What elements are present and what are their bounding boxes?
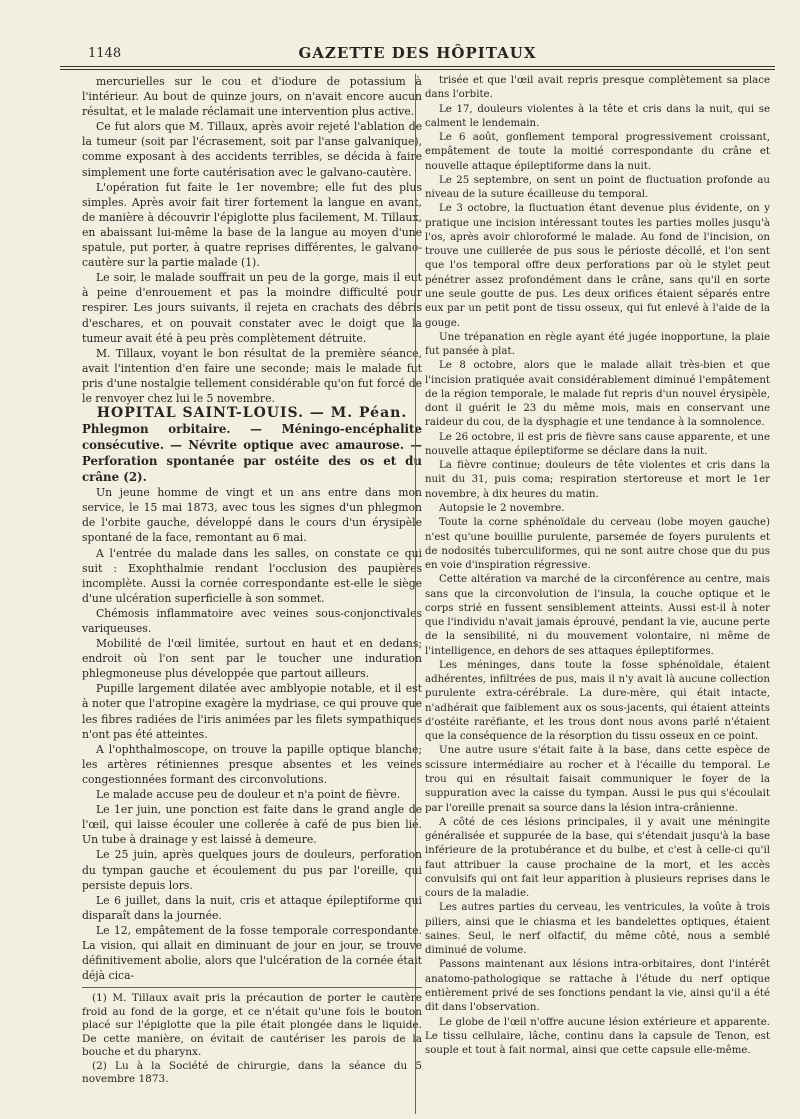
paragraph: A l'entrée du malade dans les salles, on constate ce qui suit : Exophthalmie rendant l'occlusion des paupières incomplète. Aussi la cornée correspondante est-elle le siège d'une ulcération superficielle à son sommet. [82, 546, 422, 605]
paragraph: Autopsie le 2 novembre. [439, 502, 565, 514]
paragraph: Le soir, le malade souffrait un peu de la gorge, mais il eut à peine d'enrouement et pas la moindre difficulté pour respirer. Les jours suivants, il rejeta en crachats des débris d'eschares, et on pouvait constater avec le doigt que la tumeur avait été à peu près complètement détruite. [82, 271, 422, 345]
header-rule-top [60, 66, 775, 67]
paragraph: Le 12, empâtement de la fosse temporale correspondante. La vision, qui allait en diminuant de jour en jour, se trouve définitivement abolie, alors que l'ulcération de la cornée était déjà cica- [82, 923, 422, 983]
left-column [82, 74, 422, 1087]
paragraph: Un jeune homme de vingt et un ans entre dans mon service, le 15 mai 1873, avec tous les signes d'un phlegmon de l'orbite gauche, développé dans le cours d'un érysipèle spontané de la face, remontant au 6 mai. [82, 486, 422, 545]
page-header [60, 42, 775, 64]
paragraph: Le 25 septembre, on sent un point de fluctuation profonde au niveau de la suture écailleuse du temporal. [425, 174, 770, 201]
paragraph: Le 17, douleurs violentes à la tête et cris dans la nuit, qui se calment le lendemain. [425, 103, 770, 129]
footnote: (2) Lu à la Société de chirurgie, dans la séance du 5 novembre 1873. [82, 1059, 422, 1086]
footnote: (1) M. Tillaux avait pris la précaution de porter le cautère froid au fond de la gorge, et ce n'était qu'une fois le bouton placé sur l'épiglotte que la pile était plongée dans le liquide. De cette manière, on évitait de cautériser les parois de la bouche et du pharynx. [82, 992, 422, 1059]
paragraph: Le 6 août, gonflement temporal progressivement croissant, empâtement de toute la moitié correspondante du crâne et nouvelle attaque épileptiforme dans la nuit. [425, 132, 770, 172]
paragraph: Le 6 juillet, dans la nuit, cris et attaque épileptiforme qui disparaît dans la journée. [82, 893, 422, 922]
paragraph: Une trépanation en règle ayant été jugée inopportune, la plaie fut pansée à plat. [425, 331, 770, 358]
paragraph: Le 1er juin, une ponction est faite dans le grand angle de l'œil, qui laisse écouler une collerée à café de pus bien lié. Un tube à drainage y est laissé à demeure. [82, 803, 422, 847]
paragraph: A l'ophthalmoscope, on trouve la papille optique blanche; les artères rétiniennes presque absentes et les veines congestionnées formant des circonvolutions. [82, 742, 422, 786]
page-number: 1148 [88, 46, 122, 61]
paragraph: Les méninges, dans toute la fosse sphénoïdale, étaient adhérentes, infiltrées de pus, mais il n'y avait là aucune collection purulente extra-cérébrale. La dure-mère, qui était intacte, n'adhérait que faiblement aux os sous-jacents, qui étaient atteints d'ostéite raréfiante, et les trous dont nous avons parlé n'étaient que la conséquence de la résorption du tissu osseux en ce point. [425, 659, 770, 743]
paragraph: trisée et que l'œil avait repris presque complètement sa place dans l'orbite. [425, 75, 770, 101]
paragraph: Cette altération va marché de la circonférence au centre, mais sans que la circonvolution de l'insula, la couche optique et le corps strié en fussent sensiblement atteints. Aussi est-il à noter que l'individu n'avait jamais éprouvé, pendant la vie, aucune perte de la sensibilité, ni du mouvement volontaire, ni même de l'intelligence, en dehors de ses attaques épileptiformes. [425, 574, 770, 657]
running-title: GAZETTE DES HÔPITAUX [298, 44, 537, 62]
paragraph: Ce fut alors que M. Tillaux, après avoir rejeté l'ablation de la tumeur (soit par l'écrasement, soit par l'anse galvanique), comme exposant à des accidents terribles, se décida à faire simplement une forte cautérisation avec le galvano-cautère. [82, 120, 422, 179]
paragraph: mercurielles sur le cou et d'iodure de potassium à l'intérieur. Au bout de quinze jours, on n'avait encore aucun résultat, et le malade réclamait une intervention plus active. [82, 75, 422, 119]
paragraph: Pupille largement dilatée avec amblyopie notable, et il est à noter que l'atropine exagère la mydriase, ce qui prouve que les fibres radiées de l'iris animées par les filets sympathiques n'ont pas été atteintes. [82, 682, 422, 741]
paragraph: La fièvre continue; douleurs de tête violentes et cris dans la nuit du 31, puis coma; respiration stertoreuse et mort le 1er novembre, à dix heures du matin. [425, 460, 770, 500]
paragraph: Le 25 juin, après quelques jours de douleurs, perforation du tympan gauche et écoulement du pus par l'oreille, qui persiste depuis lors. [82, 848, 422, 892]
paragraph: L'opération fut faite le 1er novembre; elle fut des plus simples. Après avoir fait tirer fortement la langue en avant, de manière à découvrir l'épiglotte plus facilement, M. Tillaux, en abaissant lui-même la base de la langue au moyen d'une spatule, put porter, à quatre reprises différentes, le galvano-cautère sur la partie malade (1). [82, 180, 422, 270]
paragraph: Passons maintenant aux lésions intra-orbitaires, dont l'intérêt anatomo-pathologique se rattache à l'étude du nerf optique entièrement privé de ses fonctions pendant la vie, ainsi qu'il a été dit dans l'observation. [425, 959, 770, 1014]
paragraph: Le 3 octobre, la fluctuation étant devenue plus évidente, on y pratique une incision intéressant toutes les parties molles jusqu'à l'os, après avoir chloroformé le malade. Au fond de l'incision, on trouve une cuillerée de pus sous le périoste décollé, et l'on sent que l'os temporal offre deux perforations par où le stylet peut pénétrer assez profondément dans le crâne, sans qu'il en sorte une seule goutte de pus. Les deux orifices étaient séparés entre eux par un petit pont de tissu osseux, qui fut enlevé à l'aide de la gouge. [425, 203, 770, 329]
paragraph: M. Tillaux, voyant le bon résultat de la première séance, avait l'intention d'en faire une seconde; mais le malade fut pris d'une nostalgie tellement considérable qu'on fut forcé de le renvoyer chez lui le 5 novembre. [82, 346, 422, 405]
paragraph: Le globe de l'œil n'offre aucune lésion extérieure et apparente. Le tissu cellulaire, lâche, continu dans la capsule de Tenon, est souple et tout à fait normal, ainsi que cette capsule elle-même. [425, 1016, 770, 1057]
paragraph: A côté de ces lésions principales, il y avait une méningite généralisée et suppurée de la base, qui s'étendait jusqu'à la base inférieure de la protubérance et du bulbe, et c'est à celle-ci qu'il faut attribuer la cause prochaine de la mort, et les accès convulsifs qui ont fait leur apparition à plusieurs reprises dans le cours de la maladie. [425, 816, 770, 900]
section-title: HOPITAL SAINT-LOUIS. — M. Péan. [96, 405, 408, 422]
header-rule-bottom [60, 69, 775, 70]
paragraph: Toute la corne sphénoïdale du cerveau (lobe moyen gauche) n'est qu'une bouillie purulente, parsemée de foyers purulents et de nodosités tuberculiformes, qui ne sont autre chose que du pus en voie d'inspiration régressive. [425, 517, 770, 572]
section-heading: Phlegmon orbitaire. — Méningo-encéphalite consécutive. — Névrite optique avec amaurose. — Perforation spontanée par ostéite des os et du crâne (2). [82, 422, 422, 485]
footnotes [82, 987, 422, 1087]
paragraph: Chémosis inflammatoire avec veines sous-conjonctivales variqueuses. [82, 606, 422, 635]
paragraph: Le 8 octobre, alors que le malade allait très-bien et que l'incision pratiquée avait considérablement diminué l'empâtement de la région temporale, le malade fut repris d'un nouvel érysipèle, dont il guérit le 23 du même mois, mais en conservant une raideur du cou, de la dysphagie et une tendance à la somnolence. [425, 360, 770, 429]
paragraph: Le malade accuse peu de douleur et n'a point de fièvre. [96, 788, 401, 802]
paragraph: Le 26 octobre, il est pris de fièvre sans cause apparente, et une nouvelle attaque épileptiforme se déclare dans la nuit. [425, 431, 770, 457]
right-column [425, 74, 770, 1058]
paragraph: Une autre usure s'était faite à la base, dans cette espèce de scissure intermédiaire au rocher et à l'écaille du temporal. Le trou qui en résultait faisait communiquer le foyer de la suppuration avec la caisse du tympan. Aussi le pus qui s'écoulait par l'oreille prenait sa source dans la lésion intra-crânienne. [425, 745, 770, 814]
paragraph: Les autres parties du cerveau, les ventricules, la voûte à trois piliers, ainsi que le chiasma et les bandelettes optiques, étaient saines. Seul, le nerf olfactif, du même côté, nous a semblé diminué de volume. [425, 902, 770, 957]
column-divider [415, 74, 416, 1114]
paragraph: Mobilité de l'œil limitée, surtout en haut et en dedans; endroit où l'on sent par le toucher une induration phlegmoneuse plus développée que partout ailleurs. [82, 637, 422, 681]
